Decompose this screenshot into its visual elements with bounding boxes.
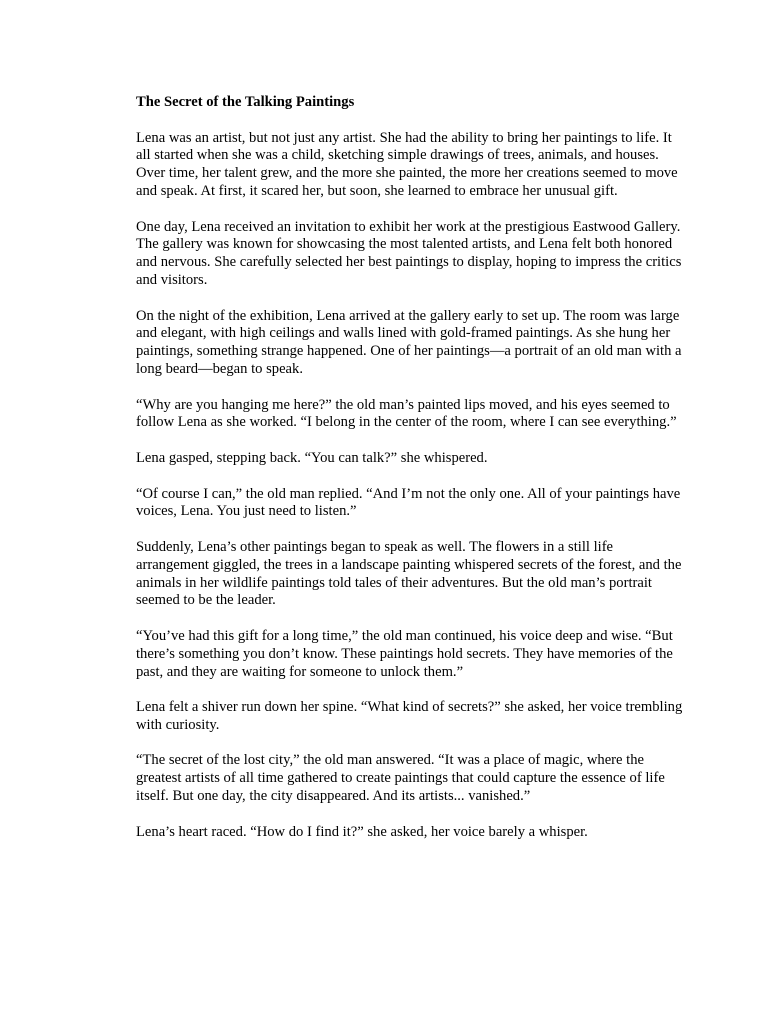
paragraph-4: “Why are you hanging me here?” the old man’s painted lips moved, and his eyes seemed to follow Lena as she worked. “I belong in the center of the room, where I can see everything.” — [136, 396, 677, 431]
paragraph-1: Lena was an artist, but not just any artist. She had the ability to bring her paintings to life. It all started when she was a child, sketching simple drawings of trees, animals, and houses. Over time, her talent grew, and the more she painted, the more her creations seemed to move and speak. At first, it scared her, but soon, she learned to embrace her unusual gift. — [136, 129, 678, 199]
paragraph-3: On the night of the exhibition, Lena arrived at the gallery early to set up. The room was large and elegant, with high ceilings and walls lined with gold-framed paintings. As she hung her paintings, something strange happened. One of her paintings—a portrait of an old man with a long beard—began to speak. — [136, 307, 682, 377]
paragraph-9: Lena felt a shiver run down her spine. “What kind of secrets?” she asked, her voice trembling with curiosity. — [136, 699, 683, 733]
paragraph-6: “Of course I can,” the old man replied. “And I’m not the only one. All of your paintings have voices, Lena. You just need to listen.” — [136, 485, 681, 520]
document-body — [136, 94, 684, 859]
paragraph-11: Lena’s heart raced. “How do I find it?” she asked, her voice barely a whisper. — [136, 823, 588, 840]
paragraph-5: Lena gasped, stepping back. “You can talk?” she whispered. — [136, 449, 488, 466]
paragraph-2: One day, Lena received an invitation to exhibit her work at the prestigious Eastwood Gallery. The gallery was known for showcasing the most talented artists, and Lena felt both honored and nervous. She carefully selected her best paintings to display, hoping to impress the critics and visitors. — [136, 218, 682, 288]
paragraph-7: Suddenly, Lena’s other paintings began to speak as well. The flowers in a still life arrangement giggled, the trees in a landscape painting whispered secrets of the forest, and the animals in her wildlife paintings told tales of their adventures. But the old man’s portrait seemed to be the leader. — [136, 538, 682, 609]
paragraph-10: “The secret of the lost city,” the old man answered. “It was a place of magic, where the greatest artists of all time gathered to create paintings that could capture the essence of life itself. But one day, the city disappeared. And its artists... vanished.” — [136, 752, 665, 805]
document-title: The Secret of the Talking Paintings — [136, 94, 355, 110]
paragraph-8: “You’ve had this gift for a long time,” the old man continued, his voice deep and wise. “But there’s something you don’t know. These paintings hold secrets. They have memories of the past, and they are waiting for someone to unlock them.” — [136, 627, 673, 680]
